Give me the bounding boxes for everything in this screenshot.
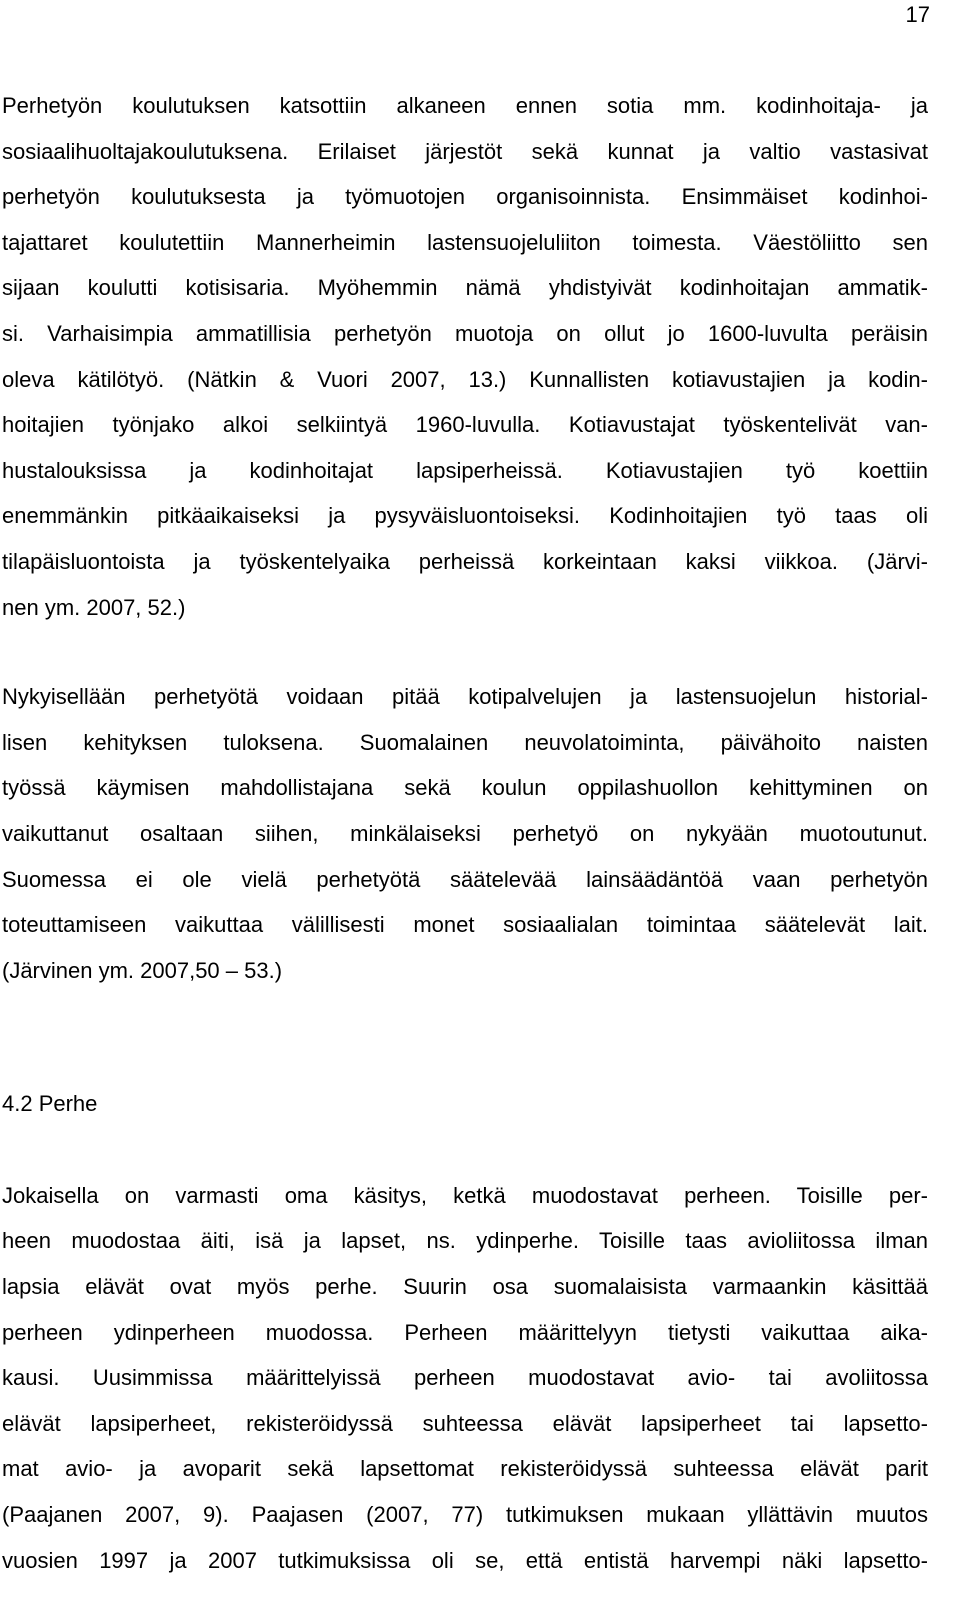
paragraph-perhetyon-koulutus (2, 83, 928, 630)
text-line: kausi. Uusimmissa määrittelyissä perheen muodostavat avio- tai avoliitossa (2, 1365, 928, 1391)
text-line: Jokaisella on varmasti oma käsitys, ketkä muodostavat perheen. Toisille per- (2, 1182, 928, 1208)
paragraph-perhe-maaritelma (2, 1173, 928, 1583)
text-line: lapsia elävät ovat myös perhe. Suurin osa suomalaisista varmaankin käsittää (2, 1274, 928, 1300)
text-line: elävät lapsiperheet, rekisteröidyssä suhteessa elävät lapsiperheet tai lapsetto- (2, 1410, 928, 1436)
text-line: tajattaret koulutettiin Mannerheimin lastensuojeluliiton toimesta. Väestöliitto sen (2, 229, 928, 255)
text-line: heen muodostaa äiti, isä ja lapset, ns. ydinperhe. Toisille taas avioliitossa ilman (2, 1228, 928, 1254)
text-line: tilapäisluontoista ja työskentelyaika perheissä korkeintaan kaksi viikkoa. (Järvi- (2, 548, 928, 574)
text-line: mat avio- ja avoparit sekä lapsettomat rekisteröidyssä suhteessa elävät parit (2, 1456, 928, 1482)
text-line: nen ym. 2007, 52.) (2, 594, 186, 620)
text-line: enemmänkin pitkäaikaiseksi ja pysyväisluontoiseksi. Kodinhoitajien työ taas oli (2, 503, 928, 529)
text-line: si. Varhaisimpia ammatillisia perhetyön muotoja on ollut jo 1600-luvulta peräisin (2, 320, 928, 346)
text-line: Perhetyön koulutuksen katsottiin alkaneen ennen sotia mm. kodinhoitaja- ja (2, 93, 928, 118)
page-number: 17 (905, 2, 930, 27)
text-line: perheen ydinperheen muodossa. Perheen määrittelyyn tietysti vaikuttaa aika- (2, 1319, 928, 1345)
text-line: perhetyön koulutuksesta ja työmuotojen organisoinnista. Ensimmäiset kodinhoi- (2, 184, 928, 210)
text-line: (Paajanen 2007, 9). Paajasen (2007, 77) tutkimuksen mukaan yllättävin muutos (2, 1502, 928, 1528)
text-line: sosiaalihuoltajakoulutuksena. Erilaiset järjestöt sekä kunnat ja valtio vastasivat (2, 138, 928, 164)
text-line: sijaan koulutti kotisisaria. Myöhemmin nämä yhdistyivät kodinhoitajan ammatik- (2, 275, 928, 301)
document-body (2, 83, 928, 1583)
text-line: Suomessa ei ole vielä perhetyötä säätelevää lainsäädäntöä vaan perhetyön (2, 866, 928, 892)
text-line: hoitajien työnjako alkoi selkiintyä 1960-luvulla. Kotiavustajat työskentelivät van- (2, 412, 928, 438)
paragraph-nykyinen-perhetyo (2, 674, 928, 993)
text-line: hustalouksissa ja kodinhoitajat lapsiperheissä. Kotiavustajien työ koettiin (2, 457, 928, 483)
text-line: (Järvinen ym. 2007,50 – 53.) (2, 957, 283, 983)
text-line: lisen kehityksen tuloksena. Suomalainen neuvolatoiminta, päivähoito naisten (2, 729, 928, 755)
text-line: työssä käymisen mahdollistajana sekä koulun oppilashuollon kehittyminen on (2, 775, 928, 801)
text-line: toteuttamiseen vaikuttaa välillisesti monet sosiaalialan toimintaa säätelevät lait. (2, 912, 928, 938)
text-line: Nykyisellään perhetyötä voidaan pitää kotipalvelujen ja lastensuojelun historial- (2, 684, 928, 710)
section-heading: 4.2 Perhe (2, 1091, 98, 1117)
text-line: vaikuttanut osaltaan siihen, minkälaiseksi perhetyö on nykyään muotoutunut. (2, 820, 928, 846)
text-line: vuosien 1997 ja 2007 tutkimuksissa oli se, että entistä harvempi näki lapsetto- (2, 1547, 928, 1573)
text-line: oleva kätilötyö. (Nätkin & Vuori 2007, 13.) Kunnallisten kotiavustajien ja kodin- (2, 366, 928, 392)
